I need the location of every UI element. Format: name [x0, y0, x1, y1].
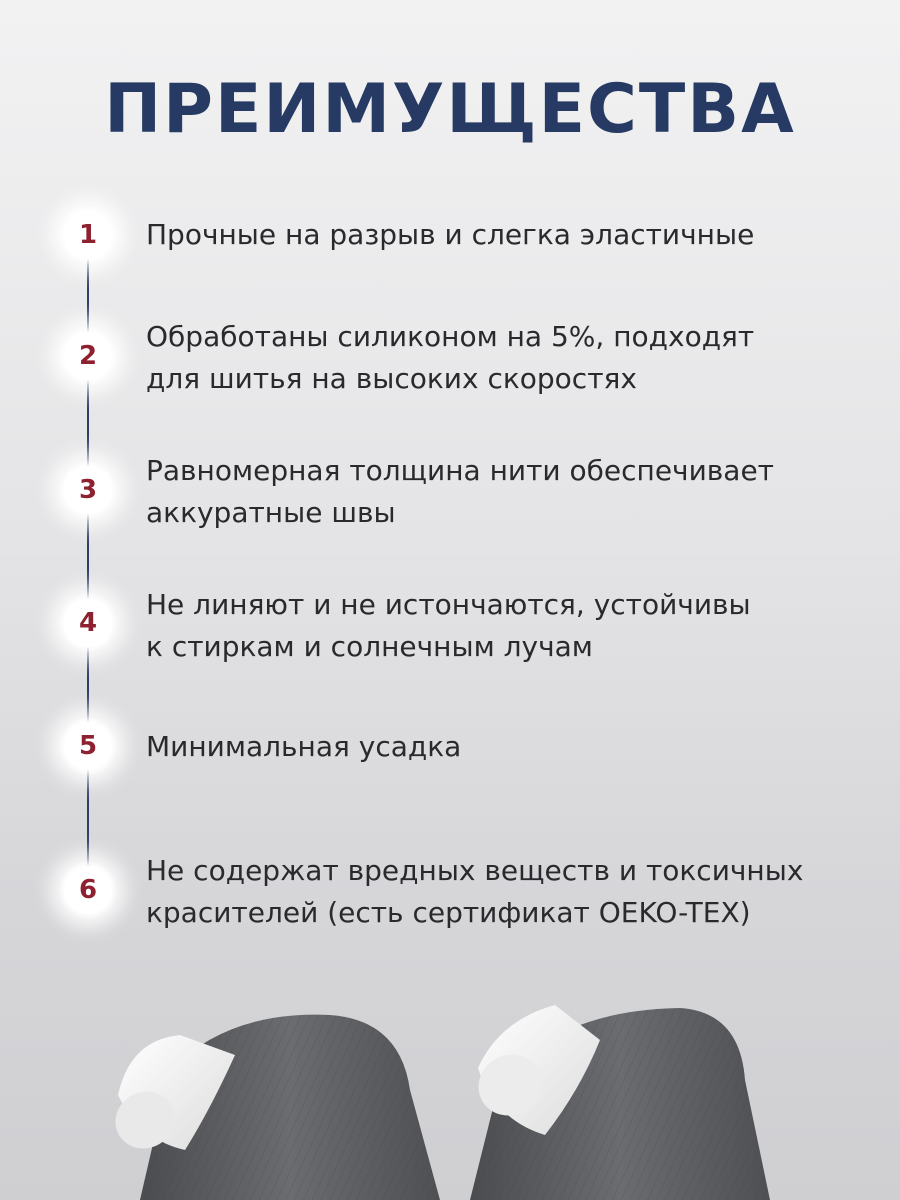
advantage-text: Равномерная толщина нити обеспечивает аккуратные швы: [146, 454, 774, 529]
advantage-text: Минимальная усадка: [146, 730, 462, 763]
advantage-text: Не линяют и не истончаются, устойчивы к стиркам и солнечным лучам: [146, 588, 751, 663]
thread-spools-icon: [0, 960, 900, 1200]
number-badge: 4: [58, 593, 118, 653]
number-badge: 5: [58, 716, 118, 776]
spool-left: [105, 1015, 440, 1200]
advantage-text: Прочные на разрыв и слегка эластичные: [146, 218, 755, 251]
number-badge: 6: [58, 860, 118, 920]
spool-right: [467, 1005, 770, 1200]
advantage-text: Обработаны силиконом на 5%, подходят для шитья на высоких скоростях: [146, 320, 755, 395]
number-badge: 1: [58, 205, 118, 265]
page-title: ПРЕИМУЩЕСТВА: [104, 70, 796, 149]
number-badge: 2: [58, 326, 118, 386]
advantage-text: Не содержат вредных веществ и токсичных красителей (есть сертификат OEKO-TEX): [146, 854, 804, 929]
number-badge: 3: [58, 460, 118, 520]
